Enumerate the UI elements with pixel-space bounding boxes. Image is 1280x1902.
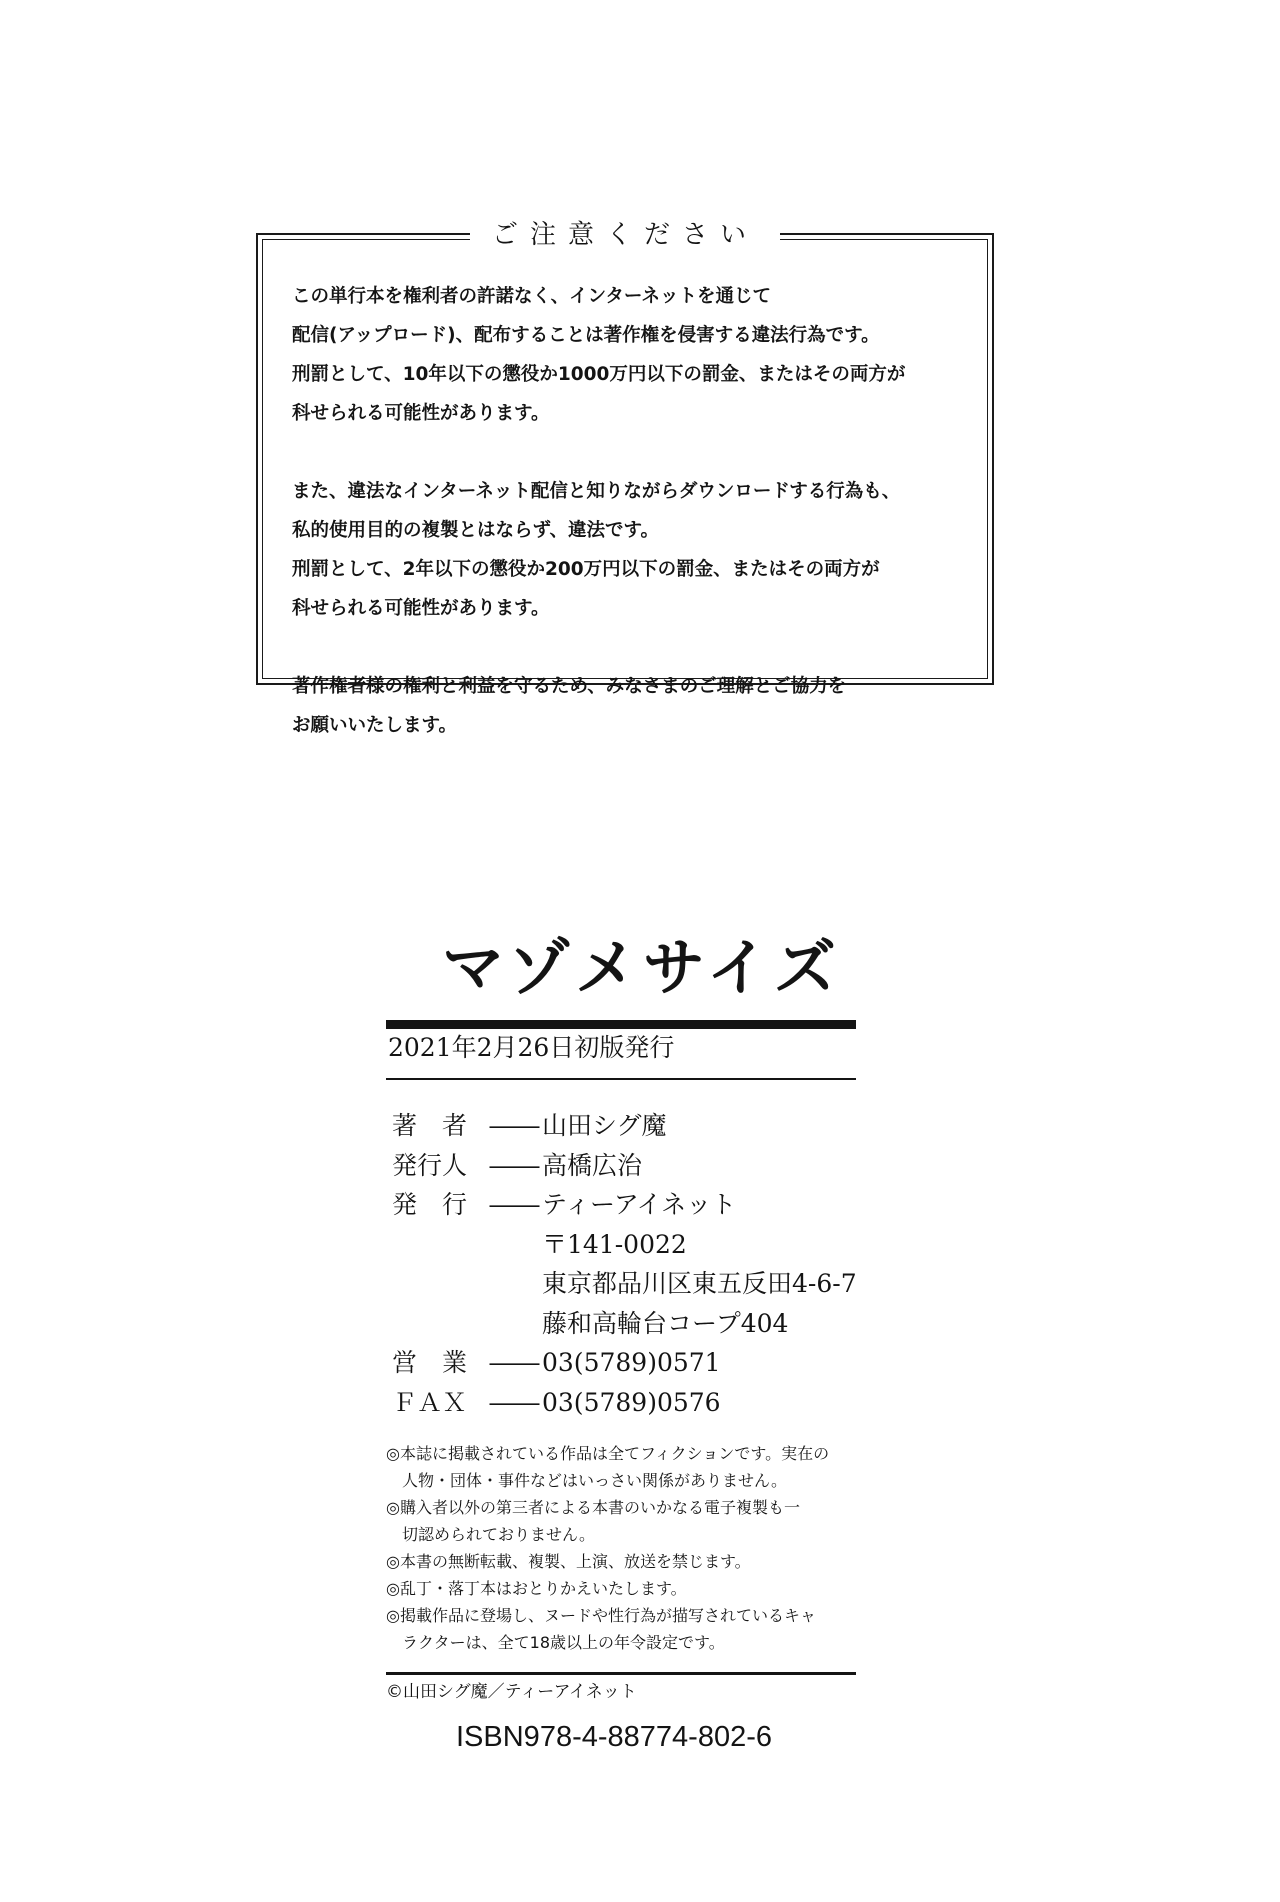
credit-dash: ―― <box>489 1150 540 1180</box>
isbn: ISBN978-4-88774-802-6 <box>456 1721 772 1753</box>
notice-line: 科せられる可能性があります。 <box>292 598 550 619</box>
credits-block <box>392 1106 857 1422</box>
postal-code: 〒141-0022 <box>542 1229 687 1259</box>
credit-fax <box>392 1383 857 1423</box>
note-line: 切認められておりません。 <box>402 1525 595 1544</box>
notice-line: この単行本を権利者の許諾なく、インターネットを通じて <box>292 286 771 307</box>
address-line-2: 藤和高輪台コープ404 <box>542 1308 789 1338</box>
notice-line: 著作権者様の権利と利益を守るため、みなさまのご理解とご協力を <box>292 676 847 697</box>
notice-line: 科せられる可能性があります。 <box>292 403 550 424</box>
notice-line: お願いいたします。 <box>292 715 458 736</box>
credit-publisher <box>392 1185 857 1225</box>
credit-label: ＦＡＸ <box>392 1387 468 1417</box>
credit-label: 営 業 <box>392 1348 468 1377</box>
notice-line: 刑罰として、10年以下の懲役か1000万円以下の罰金、またはその両方が <box>292 364 906 385</box>
credit-publisher-person <box>392 1146 857 1186</box>
copyright-line: ©山田シグ魔／ティーアイネット <box>386 1682 637 1702</box>
notice-paragraph <box>292 472 972 628</box>
credit-label: 著 者 <box>392 1111 468 1140</box>
notice-paragraph <box>292 667 972 745</box>
publisher-name: ティーアイネット <box>542 1190 737 1219</box>
date-rule <box>386 1078 856 1080</box>
credit-dash: ―― <box>489 1111 540 1140</box>
title-rule <box>386 1020 856 1029</box>
note-line: 人物・団体・事件などはいっさい関係がありません。 <box>402 1471 787 1490</box>
book-title: マゾメサイズ <box>442 931 842 1004</box>
note-line: ◎本誌に掲載されている作品は全てフィクションです。実在の <box>386 1444 830 1463</box>
note-line: ◎購入者以外の第三者による本書のいかなる電子複製も一 <box>386 1498 800 1517</box>
notice-line: 私的使用目的の複製とはならず、違法です。 <box>292 520 660 541</box>
note-line: ◎乱丁・落丁本はおとりかえいたします。 <box>386 1579 687 1598</box>
fax-number: 03(5789)0576 <box>542 1387 721 1417</box>
credit-dash: ―― <box>489 1387 540 1417</box>
address-line-1: 東京都品川区東五反田4-6-7 <box>542 1269 857 1298</box>
notice-line: また、違法なインターネット配信と知りながらダウンロードする行為も、 <box>292 481 901 502</box>
notice-title: ご注意ください <box>470 215 780 255</box>
note-line: ラクターは、全て18歳以上の年令設定です。 <box>402 1633 725 1652</box>
credit-author <box>392 1106 857 1146</box>
notice-body <box>292 277 972 745</box>
sales-phone: 03(5789)0571 <box>542 1348 721 1377</box>
legal-notes <box>386 1440 856 1656</box>
credit-dash: ―― <box>489 1348 540 1377</box>
notice-line: 刑罰として、2年以下の懲役か200万円以下の罰金、またはその両方が <box>292 559 880 580</box>
credit-dash: ―― <box>489 1190 540 1219</box>
credit-label: 発 行 <box>392 1190 468 1219</box>
notice-paragraph <box>292 277 972 433</box>
notes-rule <box>386 1672 856 1675</box>
copyright-notice-box <box>256 220 994 736</box>
credit-label: 発行人 <box>392 1150 468 1180</box>
publisher-person-name: 高橋広治 <box>542 1150 643 1180</box>
note-line: ◎本書の無断転載、複製、上演、放送を禁じます。 <box>386 1552 751 1571</box>
publication-date: 2021年2月26日初版発行 <box>388 1033 675 1062</box>
notice-line: 配信(アップロード)、配布することは著作権を侵害する違法行為です。 <box>292 325 880 346</box>
author-name: 山田シグ魔 <box>542 1111 667 1140</box>
note-line: ◎掲載作品に登場し、ヌードや性行為が描写されているキャ <box>386 1606 816 1625</box>
credit-sales <box>392 1343 857 1383</box>
